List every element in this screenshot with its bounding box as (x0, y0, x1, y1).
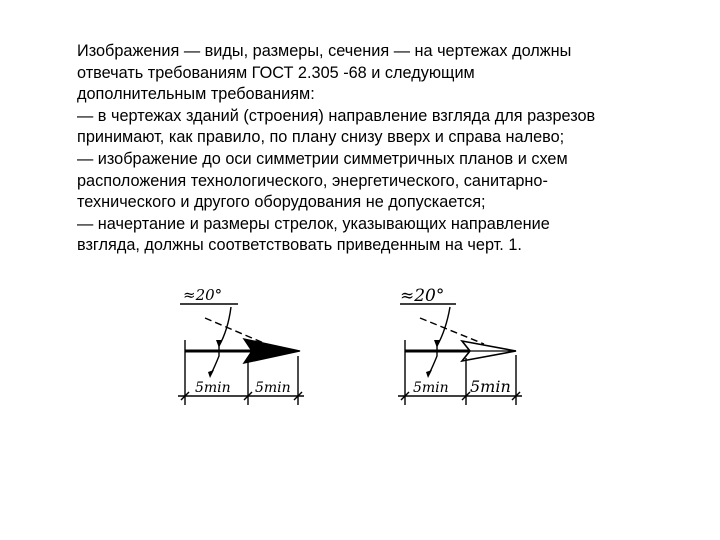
text-line-3: дополнительным требованиям: (77, 85, 315, 104)
text-line-8: технического и другого оборудования не допускается; (77, 193, 486, 212)
filled-arrow-head (244, 339, 300, 363)
right-dim-label-2: 5min (470, 377, 511, 396)
text-line-6: — изображение до оси симметрии симметричных планов и схем (77, 149, 568, 168)
text-line-10: взгляда, должны соответствовать приведенным на черт. 1. (77, 236, 522, 255)
text-line-9: — начертание и размеры стрелок, указывающих направление (77, 214, 550, 233)
text-line-4: — в чертежах зданий (строения) направление взгляда для разрезов (77, 106, 596, 125)
right-angle-label: ≈20° (400, 286, 445, 306)
right-angle-arrow (434, 340, 440, 348)
text-line-1: Изображения — виды, размеры, сечения — на чертежах должны (77, 42, 572, 60)
right-dim-label-1: 5min (413, 380, 449, 396)
left-dim-label-2: 5min (255, 380, 291, 396)
text-line-2: отвечать требованиям ГОСТ 2.305 -68 и следующим (77, 63, 475, 82)
right-angle-ray (420, 318, 484, 344)
left-dim-label-1: 5min (195, 380, 231, 396)
right-angle-arrow-2 (426, 370, 432, 378)
left-angle-arrow (216, 340, 222, 348)
left-angle-ray (205, 318, 266, 344)
text-line-5: принимают, как правило, по плану снизу вверх и справа налево; (77, 128, 565, 147)
left-angle-arrow-2 (208, 370, 214, 378)
left-angle-label: ≈20° (183, 286, 223, 304)
text-line-7: расположения технологического, энергетического, санитарно- (77, 171, 548, 190)
